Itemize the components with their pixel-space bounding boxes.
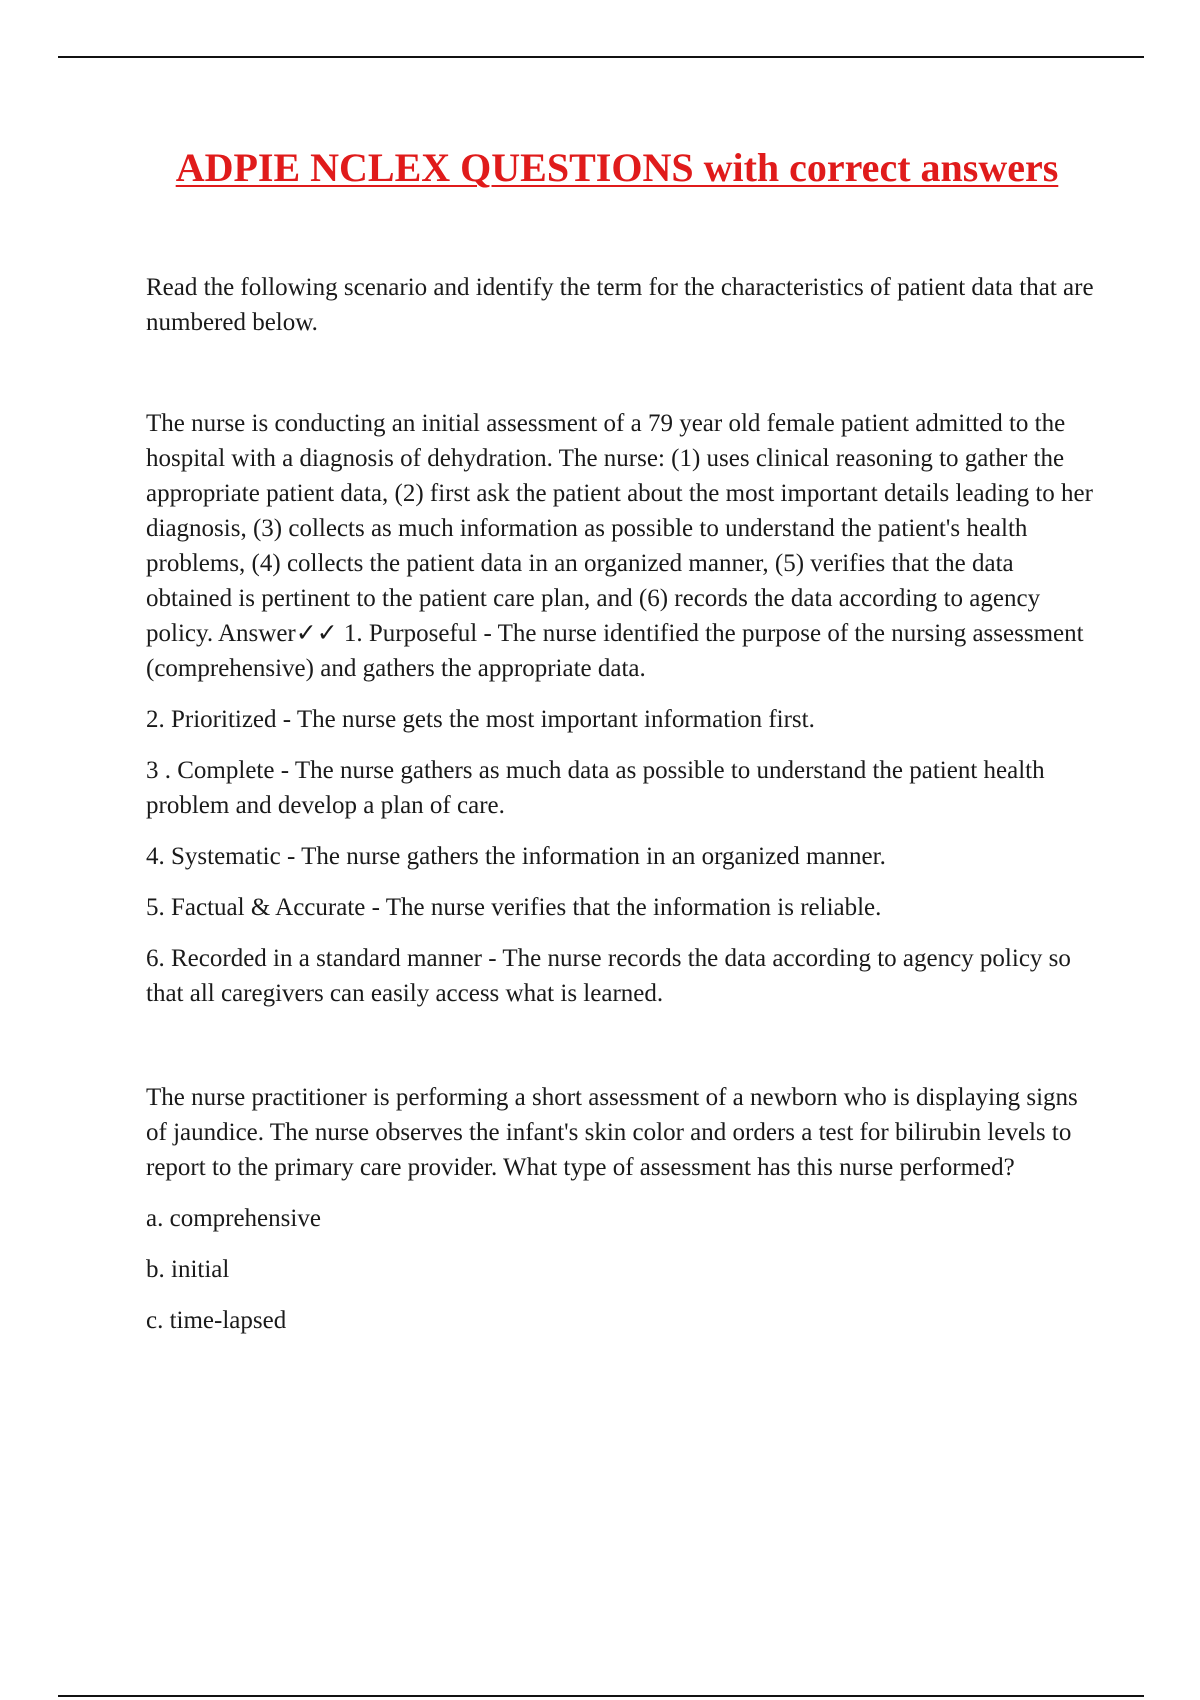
- intro-paragraph: Read the following scenario and identify the term for the characteristics of patient data that are numbered below.: [146, 274, 1094, 336]
- option-item: c. time-lapsed: [146, 1307, 287, 1334]
- scenario-paragraph: The nurse is conducting an initial assessment of a 79 year old female patient admitted to the hospital with a diagnosis of dehydration. The nurse: (1) uses clinical reasoning to gather the appropriate patient data, (2) first ask the patient about the most important details leading to her diagnosis, (3) collects as much information as possible to understand the patient's health problems, (4) collects the patient data in an organized manner, (5) verifies that the data obtained is pertinent to the patient care plan, and (6) records the data according to agency policy. Answer✓✓ 1. Purposeful - The nurse identified the purpose of the nursing assessment (comprehensive) and gathers the appropriate data.: [146, 410, 1093, 682]
- question-paragraph: The nurse practitioner is performing a short assessment of a newborn who is displaying signs of jaundice. The nurse observes the infant's skin color and orders a test for bilirubin levels to report to the primary care provider. What type of assessment has this nurse performed?: [146, 1084, 1078, 1181]
- document-title-text: ADPIE NCLEX QUESTIONS with correct answers: [175, 145, 1059, 190]
- answer-item: 6. Recorded in a standard manner - The nurse records the data according to agency policy so that all caregivers can easily access what is learned.: [146, 945, 1071, 1007]
- answer-item: 2. Prioritized - The nurse gets the most important information first.: [146, 706, 815, 733]
- answer-item: 3 . Complete - The nurse gathers as much data as possible to understand the patient health problem and develop a plan of care.: [146, 757, 1045, 819]
- answer-item: 5. Factual & Accurate - The nurse verifies that the information is reliable.: [146, 894, 882, 921]
- document-title: [0, 140, 1200, 195]
- option-item: b. initial: [146, 1256, 230, 1283]
- answer-item: 4. Systematic - The nurse gathers the information in an organized manner.: [146, 843, 886, 870]
- option-item: a. comprehensive: [146, 1205, 321, 1232]
- top-divider: [58, 56, 1144, 58]
- bottom-divider: [58, 1695, 1144, 1697]
- document-body: [146, 270, 1096, 1354]
